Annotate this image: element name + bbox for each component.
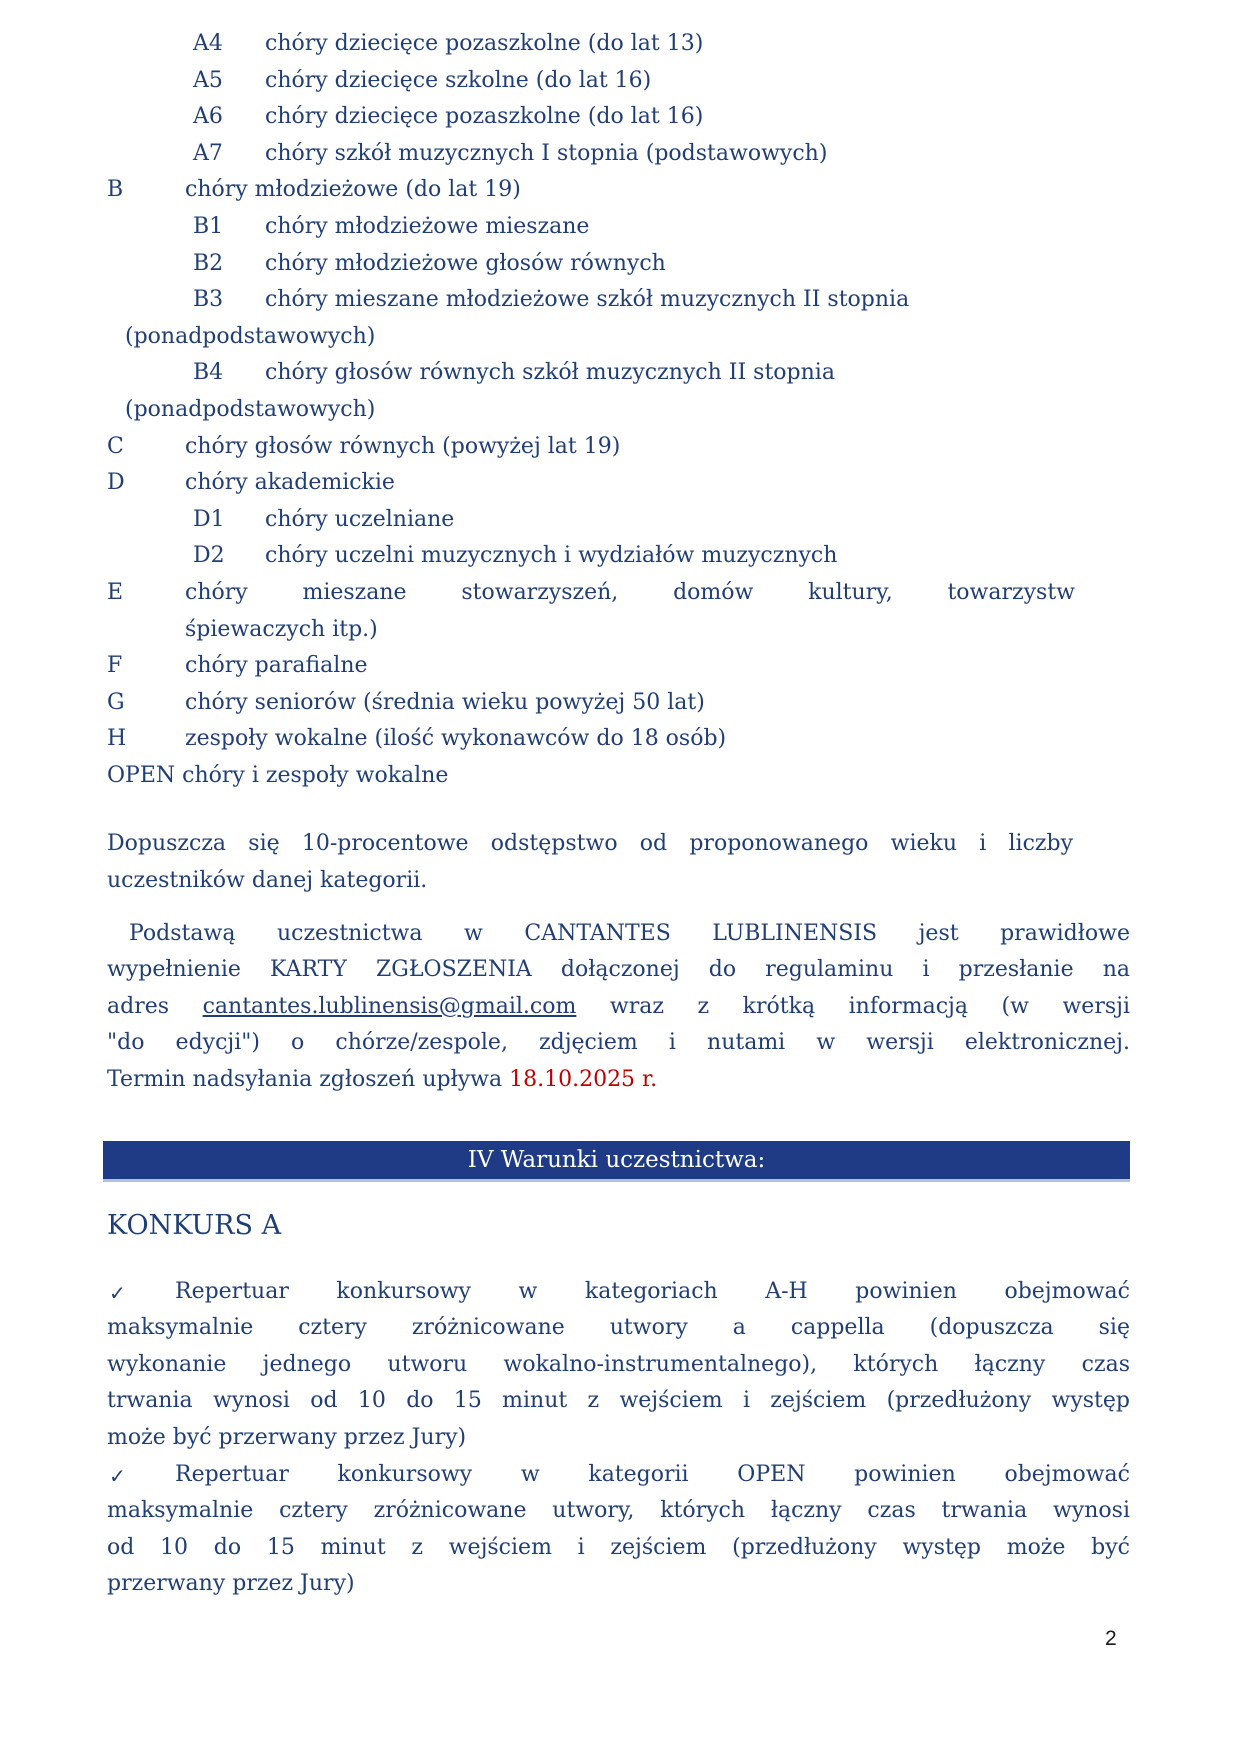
category-text: chóry i zespoły wokalne (182, 762, 449, 788)
checkmark-icon: ✓ (109, 1280, 126, 1305)
category-text: chóry głosów równych (powyżej lat 19) (185, 433, 621, 459)
rule-line: maksymalnie cztery zróżnicowane utwory, których łączny czas trwania wynosi (107, 1498, 1130, 1524)
category-item-B2 (107, 246, 1075, 283)
rule-line: wykonanie jednego utworu wokalno-instrumentalnego), których łączny czas (107, 1351, 1130, 1377)
category-item-D2 (107, 538, 1075, 575)
section-heading: KONKURS A (107, 1209, 282, 1241)
category-item-B3 (107, 282, 1075, 319)
submission-line (107, 989, 1130, 1026)
category-code: B2 (193, 250, 224, 276)
tolerance-note-line: uczestników danej kategorii. (107, 868, 428, 894)
category-code: B3 (193, 287, 224, 313)
category-code: B (107, 177, 124, 203)
category-item-A5 (107, 63, 1075, 100)
submission-line-prefix: adres (107, 993, 170, 1019)
category-text: chóry dziecięce pozaszkolne (do lat 16) (265, 104, 704, 130)
category-code: A6 (193, 104, 223, 130)
category-code: B4 (193, 360, 224, 386)
rule-item (107, 1457, 1130, 1603)
category-text: chóry młodzieżowe (do lat 19) (185, 177, 521, 203)
category-code: G (107, 689, 125, 715)
checkmark-icon: ✓ (109, 1463, 126, 1488)
category-code: A4 (193, 31, 223, 56)
category-text: chóry mieszane stowarzyszeń, domów kultury, towarzystw (185, 579, 1075, 605)
category-list (107, 26, 1130, 794)
category-text: chóry seniorów (średnia wieku powyżej 50 lat) (185, 689, 705, 715)
category-item-G (107, 685, 1075, 722)
category-code: H (107, 726, 127, 752)
rule-line: może być przerwany przez Jury) (107, 1425, 467, 1450)
category-item-B3-wrap (107, 319, 1075, 356)
submission-line: Podstawą uczestnictwa w CANTANTES LUBLINENSIS jest prawidłowe (129, 920, 1130, 946)
category-code: C (107, 433, 124, 459)
rule-line: od 10 do 15 minut z wejściem i zejściem (przedłużony występ może być (107, 1534, 1130, 1560)
deadline-label: Termin nadsyłania zgłoszeń upływa (107, 1067, 503, 1093)
category-item-H (107, 721, 1075, 758)
category-item-A6 (107, 99, 1075, 136)
category-item-B4 (107, 355, 1075, 392)
category-code: F (107, 653, 123, 679)
category-text: chóry młodzieżowe mieszane (265, 213, 590, 239)
rule-line: przerwany przez Jury) (107, 1571, 355, 1597)
rule-item (107, 1274, 1130, 1457)
rule-line (107, 1457, 1130, 1494)
deadline-line (107, 1062, 1130, 1099)
email-link[interactable]: cantantes.lublinensis@gmail.com (202, 993, 577, 1019)
category-item-E-wrap (107, 612, 1075, 649)
category-text: (ponadpodstawowych) (125, 323, 376, 349)
section-banner (103, 1141, 1130, 1182)
category-code: OPEN (107, 762, 176, 788)
submission-paragraph (107, 916, 1130, 1099)
category-code: D1 (193, 506, 225, 532)
category-text: chóry parafialne (185, 653, 368, 679)
category-item-C (107, 429, 1075, 466)
category-item-B1 (107, 209, 1075, 246)
category-code: E (107, 579, 124, 605)
category-text: chóry młodzieżowe głosów równych (265, 250, 666, 276)
rule-line: trwania wynosi od 10 do 15 minut z wejściem i zejściem (przedłużony występ (107, 1388, 1130, 1414)
deadline-date: 18.10.2025 r. (509, 1067, 658, 1093)
category-item-D (107, 465, 1075, 502)
page-content (107, 0, 1130, 1603)
submission-line-suffix: wraz z krótką informacją (w wersji (609, 993, 1130, 1019)
category-item-A4 (107, 26, 1075, 63)
category-item-B4-wrap (107, 392, 1075, 429)
category-item-B (107, 172, 1075, 209)
category-code: A7 (193, 140, 223, 166)
tolerance-note-line: Dopuszcza się 10-procentowe odstępstwo od proponowanego wieku i liczby (107, 831, 1073, 857)
category-text: chóry uczelni muzycznych i wydziałów muzycznych (265, 543, 838, 569)
category-item-A7 (107, 136, 1075, 173)
category-text: chóry dziecięce pozaszkolne (do lat 13) (265, 31, 704, 56)
category-text: chóry mieszane młodzieżowe szkół muzycznych II stopnia (265, 287, 910, 313)
rule-line-text: Repertuar konkursowy w kategoriach A-H powinien obejmować (175, 1278, 1130, 1304)
rule-line (107, 1274, 1130, 1311)
rule-line: maksymalnie cztery zróżnicowane utwory a cappella (dopuszcza się (107, 1315, 1130, 1341)
category-item-E (107, 575, 1075, 612)
category-item-D1 (107, 502, 1075, 539)
tolerance-note (107, 826, 1130, 899)
category-text: chóry szkół muzycznych I stopnia (podstawowych) (265, 140, 828, 166)
category-text: chóry akademickie (185, 470, 395, 496)
rule-line-text: Repertuar konkursowy w kategorii OPEN powinien obejmować (175, 1461, 1130, 1487)
category-item-OPEN (107, 758, 1075, 795)
submission-line: wypełnienie KARTY ZGŁOSZENIA dołączonej do regulaminu i przesłanie na (107, 957, 1130, 983)
category-text: chóry uczelniane (265, 506, 455, 532)
category-code: D (107, 470, 125, 496)
page-number: 2 (1105, 1627, 1117, 1650)
category-code: D2 (193, 543, 225, 569)
category-text: śpiewaczych itp.) (185, 616, 378, 642)
category-code: A5 (193, 67, 223, 93)
banner-title: IV Warunki uczestnictwa: (467, 1146, 766, 1173)
category-code: B1 (193, 213, 224, 239)
submission-line: "do edycji") o chórze/zespole, zdjęciem i nutami w wersji elektronicznej. (107, 1030, 1130, 1056)
category-text: chóry dziecięce szkolne (do lat 16) (265, 67, 652, 93)
rules-list (107, 1274, 1130, 1603)
category-text: (ponadpodstawowych) (125, 396, 376, 422)
category-text: chóry głosów równych szkół muzycznych II stopnia (265, 360, 835, 386)
category-item-F (107, 648, 1075, 685)
category-text: zespoły wokalne (ilość wykonawców do 18 osób) (185, 726, 727, 752)
